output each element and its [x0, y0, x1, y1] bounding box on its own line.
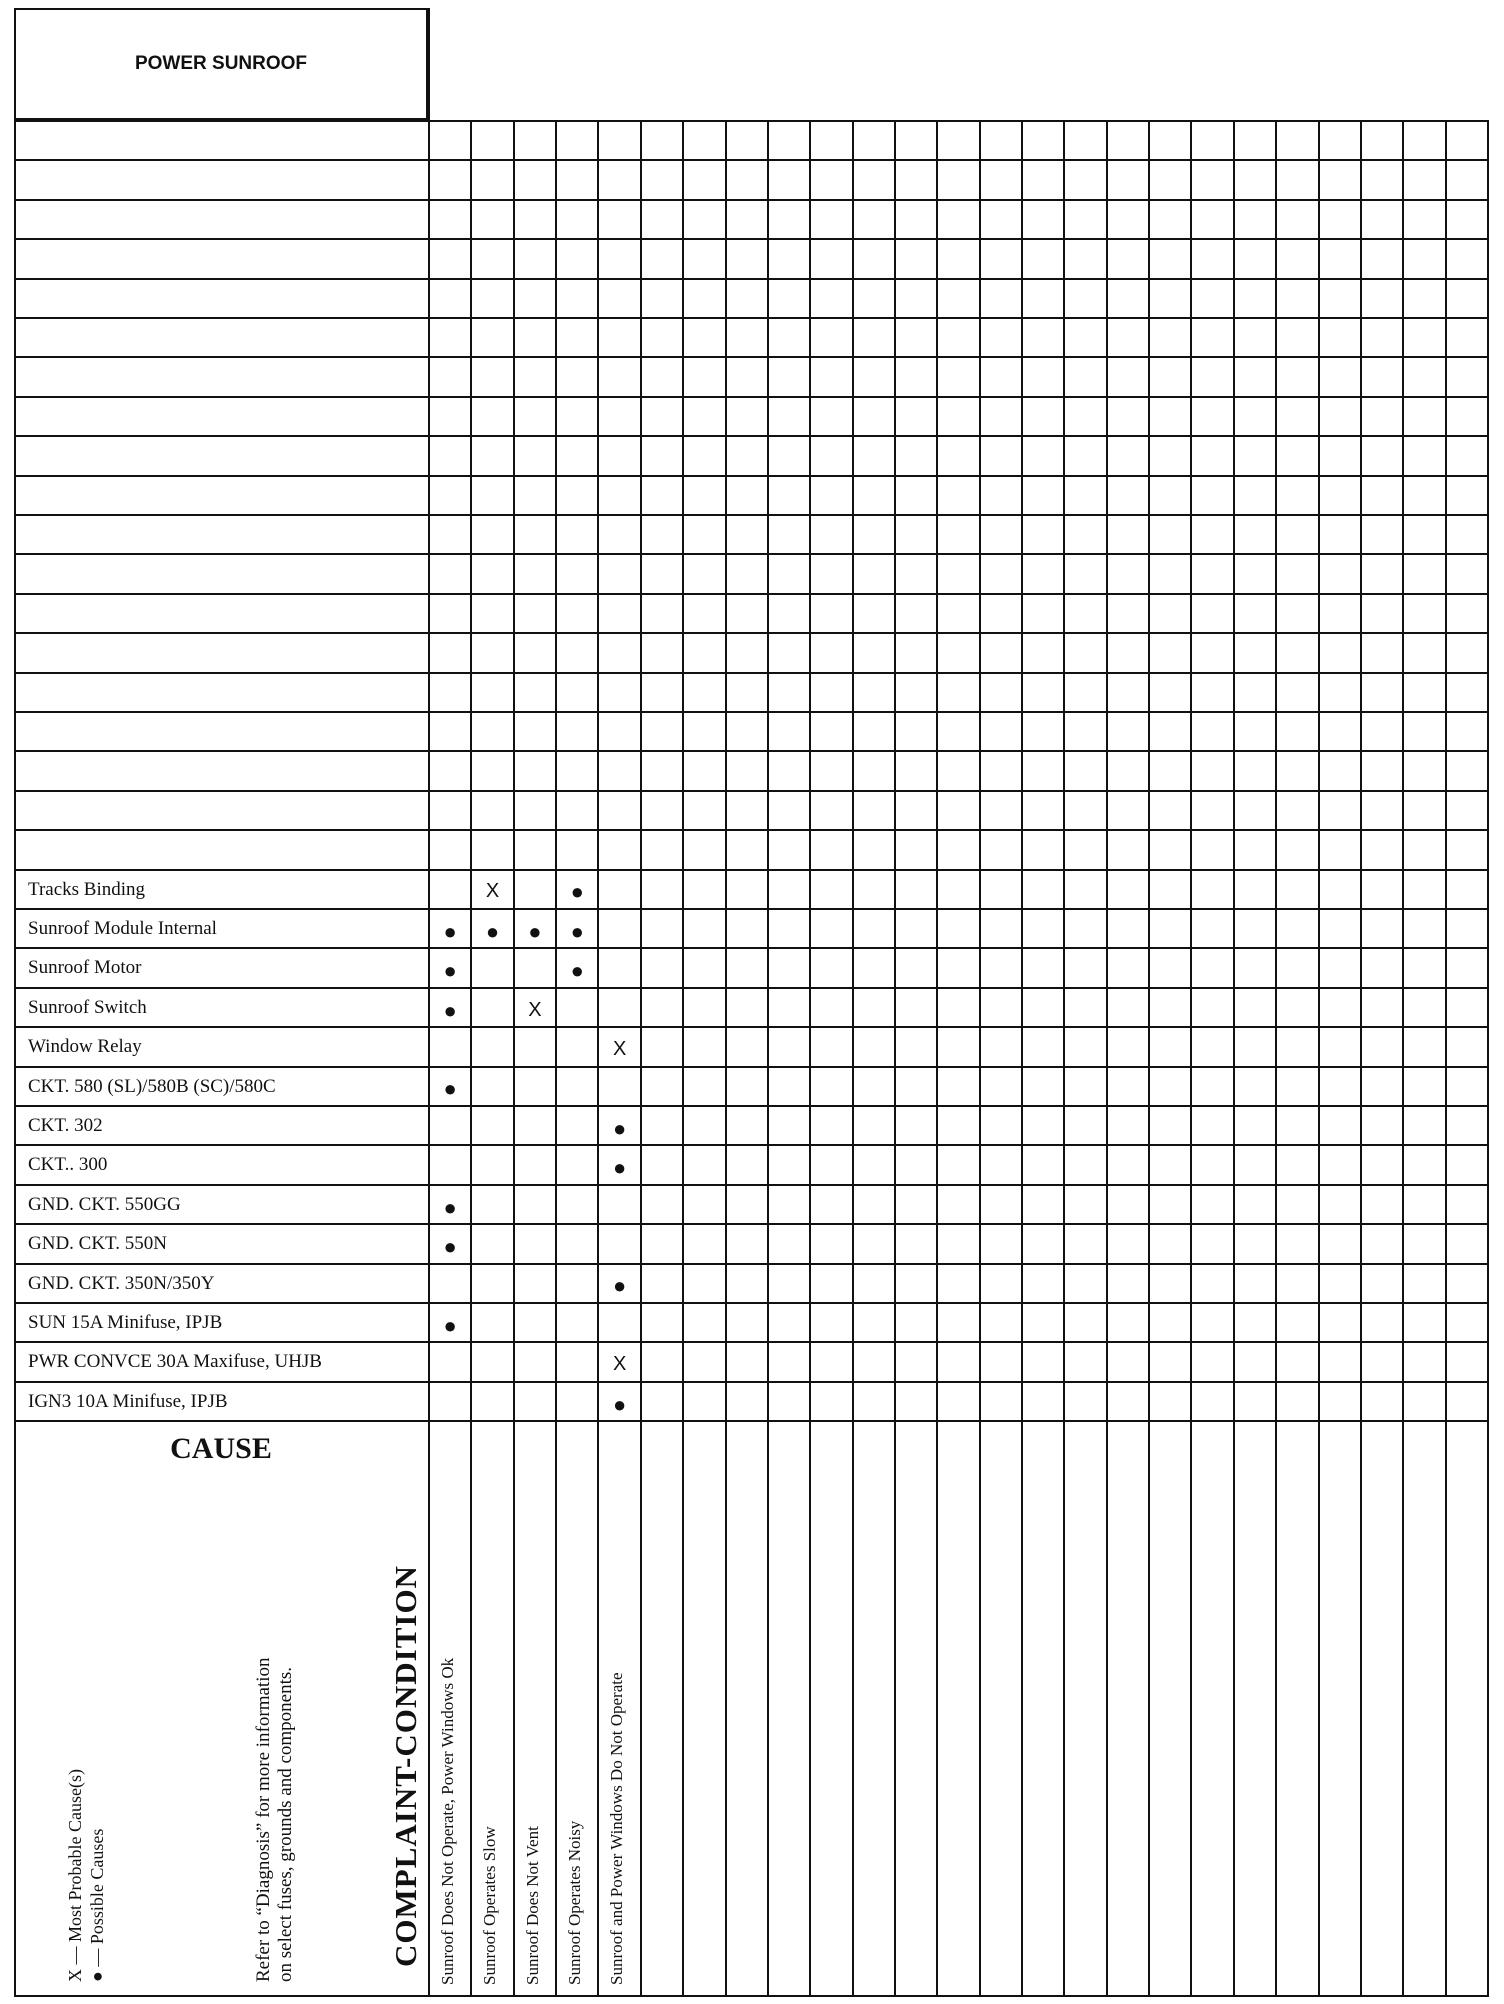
cause-label: GND. CKT. 550N [28, 1233, 167, 1255]
grid-column-rule [555, 120, 557, 1997]
chart-title: POWER SUNROOF [14, 8, 428, 120]
grid-row-rule [14, 790, 1487, 792]
grid-column-rule [1318, 120, 1320, 1997]
condition-column-label: Sunroof Operates Slow [480, 1826, 500, 1985]
grid-row-rule [14, 514, 1487, 516]
grid-row-rule [14, 672, 1487, 674]
grid-row-rule [14, 553, 1487, 555]
grid-left-rule [14, 120, 16, 1997]
grid-column-rule [725, 120, 727, 1997]
possible-cause-mark: ● [612, 1391, 627, 1417]
grid-column-rule [894, 120, 896, 1997]
most-probable-mark: X [612, 1353, 627, 1376]
grid-column-rule [682, 120, 684, 1997]
cause-label: Sunroof Module Internal [28, 918, 217, 939]
grid-column-rule [767, 120, 769, 1997]
reference-note-line-2: on select fuses, grounds and components. [275, 1666, 296, 1982]
grid-row-rule [14, 711, 1487, 713]
most-probable-mark: X [612, 1037, 627, 1060]
condition-column-label: Sunroof and Power Windows Do Not Operate [607, 1672, 627, 1985]
grid-row-rule [14, 278, 1487, 280]
grid-column-rule [470, 120, 472, 1997]
most-probable-mark: X [485, 880, 500, 903]
grid-row-rule [14, 159, 1487, 161]
cause-label: GND. CKT. 350N/350Y [28, 1272, 215, 1294]
possible-cause-mark: ● [570, 918, 584, 944]
complaint-condition-heading: COMPLAINT-CONDITION [388, 1565, 423, 1967]
possible-cause-mark: ● [443, 918, 457, 944]
cause-label: Window Relay [28, 1036, 142, 1058]
grid-row-rule [14, 1026, 1487, 1028]
grid-column-rule [1275, 120, 1277, 1997]
possible-cause-mark: ● [485, 918, 500, 944]
grid-row-rule [14, 120, 1487, 122]
possible-cause-mark: ● [443, 1194, 457, 1220]
possible-cause-mark: ● [612, 1155, 627, 1181]
grid-row-rule [14, 356, 1487, 358]
grid-column-rule [513, 120, 515, 1997]
cause-label: SUN 15A Minifuse, IPJB [28, 1312, 223, 1333]
grid-row-rule [14, 1263, 1487, 1265]
grid-bottom-rule [14, 1995, 1487, 1997]
grid-row-rule [14, 199, 1487, 201]
possible-cause-mark: ● [570, 958, 584, 984]
cause-label: IGN3 10A Minifuse, IPJB [28, 1390, 228, 1412]
grid-row-rule [14, 1105, 1487, 1107]
most-probable-mark: X [528, 998, 542, 1021]
grid-column-rule [936, 120, 938, 1997]
cause-label: Tracks Binding [28, 878, 146, 900]
grid-row-rule [14, 750, 1487, 752]
grid-column-rule [1021, 120, 1023, 1997]
grid-row-rule [14, 908, 1487, 910]
grid-column-rule [1190, 120, 1192, 1997]
grid-row-rule [14, 396, 1487, 398]
grid-row-rule [14, 1341, 1487, 1343]
cause-label: Sunroof Motor [28, 957, 142, 979]
grid-row-rule [14, 1066, 1487, 1068]
grid-row-rule [14, 987, 1487, 989]
grid-row-rule [14, 1144, 1487, 1146]
grid-row-rule [14, 238, 1487, 240]
condition-column-label: Sunroof Operates Noisy [565, 1820, 585, 1985]
possible-cause-mark: ● [443, 997, 457, 1023]
grid-row-rule [14, 1302, 1487, 1304]
grid-row-rule [14, 1381, 1487, 1383]
legend-most-probable: X — Most Probable Cause(s) [65, 1769, 85, 1982]
grid-row-rule [14, 829, 1487, 831]
grid-column-rule [1106, 120, 1108, 1997]
grid-column-rule [597, 120, 599, 1997]
grid-row-rule [14, 435, 1487, 437]
grid-column-rule [1445, 120, 1447, 1997]
possible-cause-mark: ● [612, 1273, 627, 1299]
condition-column-label: Sunroof Does Not Vent [522, 1826, 542, 1985]
possible-cause-mark: ● [528, 918, 542, 944]
grid-row-rule [14, 1184, 1487, 1186]
cause-label: GND. CKT. 550GG [28, 1193, 181, 1215]
grid-row-rule [14, 869, 1487, 871]
possible-cause-mark: ● [612, 1115, 627, 1141]
cause-label: CKT.. 300 [28, 1154, 108, 1176]
grid-row-rule [14, 1420, 1487, 1422]
cause-label: CKT. 580 (SL)/580B (SC)/580C [28, 1075, 276, 1097]
condition-column-label: Sunroof Does Not Operate, Power Windows Ok [438, 1657, 457, 1985]
grid-row-rule [14, 317, 1487, 319]
grid-column-rule [640, 120, 642, 1997]
possible-cause-mark: ● [443, 1312, 457, 1338]
grid-row-rule [14, 632, 1487, 634]
possible-cause-mark: ● [570, 879, 584, 905]
cause-label: CKT. 302 [28, 1115, 103, 1136]
grid-column-rule [809, 120, 811, 1997]
possible-cause-mark: ● [443, 958, 457, 984]
cause-label: PWR CONVCE 30A Maxifuse, UHJB [28, 1351, 322, 1373]
grid-column-rule [852, 120, 854, 1997]
possible-cause-mark: ● [443, 1076, 457, 1102]
reference-note-line-1: Refer to “Diagnosis” for more information [253, 1657, 274, 1982]
grid-column-rule [979, 120, 981, 1997]
grid-row-rule [14, 947, 1487, 949]
legend-possible: ● — Possible Causes [87, 1828, 107, 1982]
grid-column-rule [1233, 120, 1235, 1997]
grid-column-rule [1063, 120, 1065, 1997]
grid-row-rule [14, 593, 1487, 595]
grid-column-rule [1402, 120, 1404, 1997]
grid-cause-divider [428, 8, 430, 1997]
grid-column-rule [1360, 120, 1362, 1997]
grid-column-rule [1487, 120, 1489, 1997]
cause-label: Sunroof Switch [28, 996, 147, 1018]
grid-row-rule [14, 1223, 1487, 1225]
possible-cause-mark: ● [443, 1233, 457, 1259]
grid-row-rule [14, 475, 1487, 477]
grid-column-rule [1148, 120, 1150, 1997]
cause-heading: CAUSE [170, 1432, 272, 1465]
